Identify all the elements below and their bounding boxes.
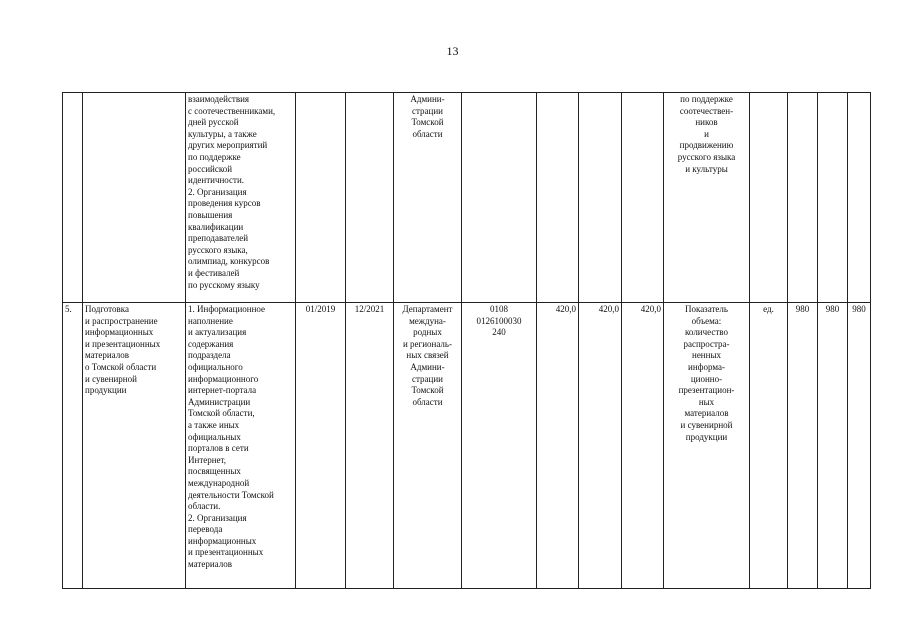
end-date-cell: 12/2021 [346, 303, 394, 589]
table-row [63, 303, 871, 589]
amount-year-1-cell: 420,0 [579, 303, 622, 589]
value-2-cell: 980 [818, 303, 848, 589]
executor-cell: Департамент междуна- родных и региональ- ных связей Админи- страции Томской области [394, 303, 462, 589]
row-number-cell: 5. [63, 303, 83, 589]
amount-year-2-cell [622, 93, 664, 303]
start-date-cell [296, 93, 346, 303]
unit-cell: ед. [750, 303, 788, 589]
amount-total-cell: 420,0 [537, 303, 579, 589]
amount-year-1-cell [579, 93, 622, 303]
value-1-cell [788, 93, 818, 303]
value-1-cell: 980 [788, 303, 818, 589]
event-name-cell [83, 93, 186, 303]
activities-cell: взаимодействия с соотечественниками, дней русской культуры, а также других мероприятий по поддержке российской идентичности. 2. Организация проведения курсов повышения квалификации преподавателей русского языка, олимпиад, конкурсов и фестивалей по русскому языку [186, 93, 296, 303]
amount-year-2-cell: 420,0 [622, 303, 664, 589]
row-number-cell [63, 93, 83, 303]
table-row [63, 93, 871, 303]
page-number: 13 [446, 44, 459, 58]
budget-code-cell [462, 93, 537, 303]
start-date-cell: 01/2019 [296, 303, 346, 589]
executor-cell: Админи- страции Томской области [394, 93, 462, 303]
activities-cell: 1. Информационное наполнение и актуализация содержания подраздела официального информационного интернет-портала Администрации Томской области, а также иных официальных порталов в сети Интернет, посвященных международной деятельности Томской области. 2. Организация перевода информационных и презентационных материалов [186, 303, 296, 589]
unit-cell [750, 93, 788, 303]
amount-total-cell [537, 93, 579, 303]
budget-code-cell: 0108 0126100030 240 [462, 303, 537, 589]
end-date-cell [346, 93, 394, 303]
indicator-cell: по поддержке соотечествен- ников и продвижению русского языка и культуры [664, 93, 750, 303]
program-activities-table [62, 92, 871, 589]
indicator-cell: Показатель объема: количество распростра- ненных информа- ционно- презентацион- ных материалов и сувенирной продукции [664, 303, 750, 589]
value-3-cell: 980 [848, 303, 871, 589]
value-3-cell [848, 93, 871, 303]
value-2-cell [818, 93, 848, 303]
event-name-cell: Подготовка и распространение информационных и презентационных материалов о Томской области и сувенирной продукции [83, 303, 186, 589]
